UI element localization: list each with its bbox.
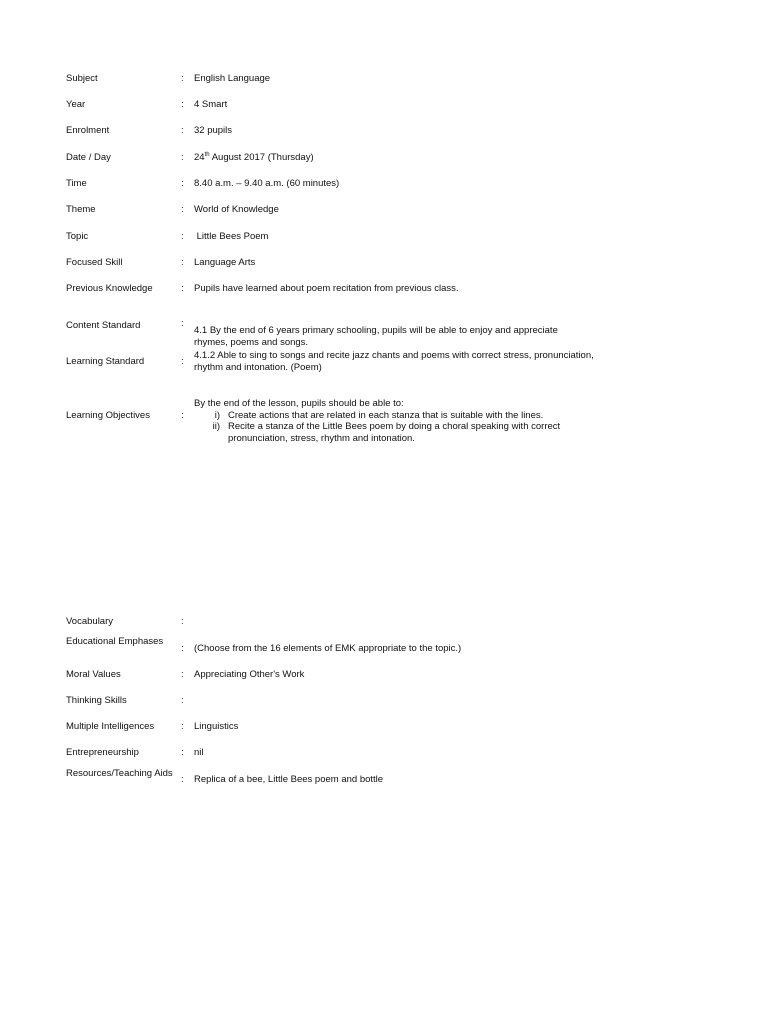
moral-values-value: Appreciating Other's Work [194, 669, 305, 680]
separator: : [181, 356, 184, 367]
content-standard-value: 4.1 By the end of 6 years primary schooling, pupils will be able to enjoy and appreciate rhymes, poems and songs. [194, 325, 558, 348]
subject-value: English Language [194, 73, 271, 84]
multiple-intelligences-value: Linguistics [194, 721, 239, 732]
separator: : [181, 695, 184, 706]
objective-number: i) [214, 409, 220, 421]
focused-skill-label: Focused Skill [66, 257, 123, 268]
year-label: Year [66, 99, 86, 110]
resources-label: Resources/Teaching Aids [66, 768, 173, 779]
learning-standard-value: 4.1.2 Able to sing to songs and recite jazz chants and poems with correct stress, pronunciation, rhythm and intonation. (Poem) [194, 350, 594, 373]
entrepreneurship-label: Entrepreneurship [66, 747, 139, 758]
entrepreneurship-value: nil [194, 747, 204, 758]
theme-value: World of Knowledge [194, 204, 279, 215]
learning-objectives-value [194, 398, 614, 444]
separator: : [181, 99, 184, 110]
separator: : [181, 643, 184, 654]
thinking-skills-label: Thinking Skills [66, 695, 127, 706]
time-label: Time [66, 178, 87, 189]
moral-values-label: Moral Values [66, 669, 121, 680]
objectives-intro: By the end of the lesson, pupils should be able to: [194, 398, 404, 409]
separator: : [181, 669, 184, 680]
objective-text: Recite a stanza of the Little Bees poem by doing a choral speaking with correct pronunciation, stress, rhythm and intonation. [228, 421, 561, 444]
separator: : [181, 721, 184, 732]
date-label: Date / Day [66, 152, 111, 163]
objective-item [194, 410, 614, 422]
content-standard-label: Content Standard [66, 320, 141, 331]
topic-value: Little Bees Poem [194, 231, 269, 242]
focused-skill-value: Language Arts [194, 257, 256, 268]
resources-value: Replica of a bee, Little Bees poem and bottle [194, 774, 384, 785]
enrolment-value: 32 pupils [194, 125, 233, 136]
objective-item [194, 421, 614, 444]
vocabulary-label: Vocabulary [66, 616, 114, 627]
separator: : [181, 257, 184, 268]
separator: : [181, 73, 184, 84]
objective-number: ii) [212, 421, 220, 432]
educational-emphases-value: (Choose from the 16 elements of EMK appropriate to the topic.) [194, 643, 462, 654]
separator: : [181, 125, 184, 136]
date-ordinal-suffix: th [204, 151, 210, 158]
separator: : [181, 204, 184, 215]
theme-label: Theme [66, 204, 96, 215]
time-value: 8.40 a.m. – 9.40 a.m. (60 minutes) [194, 178, 340, 189]
subject-label: Subject [66, 73, 98, 84]
previous-knowledge-value: Pupils have learned about poem recitation from previous class. [194, 283, 459, 294]
previous-knowledge-label: Previous Knowledge [66, 283, 153, 294]
topic-label: Topic [66, 231, 89, 242]
separator: : [181, 231, 184, 242]
separator: : [181, 318, 184, 329]
separator: : [181, 152, 184, 163]
separator: : [181, 774, 184, 785]
date-day-number: 24 [194, 152, 205, 163]
enrolment-label: Enrolment [66, 125, 110, 136]
separator: : [181, 747, 184, 758]
learning-standard-label: Learning Standard [66, 356, 145, 367]
objective-text: Create actions that are related in each stanza that is suitable with the lines. [228, 409, 544, 421]
separator: : [181, 616, 184, 627]
learning-objectives-label: Learning Objectives [66, 410, 150, 421]
year-value: 4 Smart [194, 99, 228, 110]
date-rest: August 2017 (Thursday) [209, 152, 314, 163]
separator: : [181, 178, 184, 189]
date-value [194, 152, 314, 163]
multiple-intelligences-label: Multiple Intelligences [66, 721, 155, 732]
educational-emphases-label: Educational Emphases [66, 636, 164, 647]
separator: : [181, 283, 184, 294]
separator: : [181, 410, 184, 421]
